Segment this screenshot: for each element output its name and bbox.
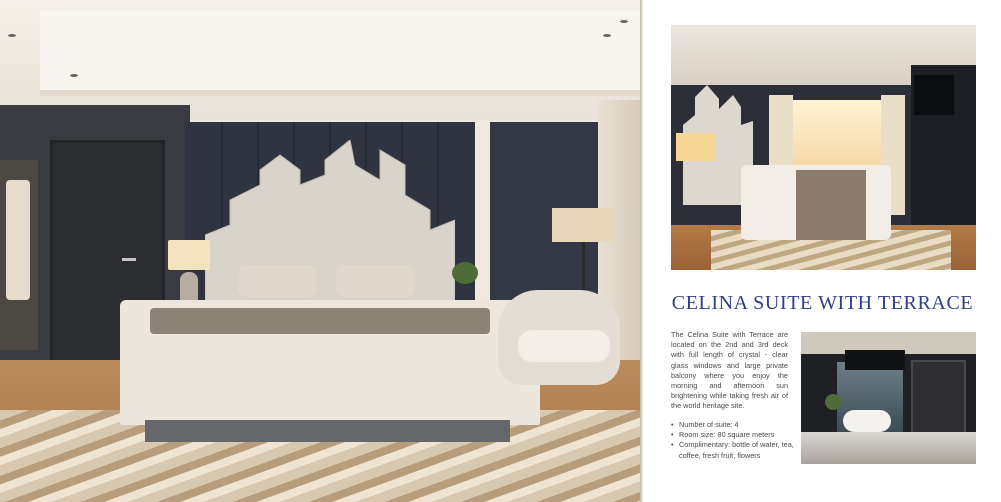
ceiling-light bbox=[8, 34, 16, 37]
glass-partition bbox=[911, 360, 966, 435]
bathroom-photo bbox=[801, 332, 976, 464]
bed-throw bbox=[150, 308, 490, 334]
suite-facts-list bbox=[671, 420, 801, 461]
pillow bbox=[336, 265, 414, 297]
floor-lamp-shade bbox=[552, 208, 614, 242]
pillow bbox=[238, 265, 316, 297]
bathtub bbox=[843, 410, 891, 432]
bed-base bbox=[145, 420, 510, 442]
ceiling-light bbox=[603, 34, 611, 37]
door-handle bbox=[122, 258, 136, 261]
hanging-robe bbox=[6, 180, 30, 300]
wall-tv bbox=[914, 75, 954, 115]
skyline-screen bbox=[845, 350, 905, 370]
fact-complimentary: • Complimentary: bottle of water, tea, coffee, fresh fruit, flowers bbox=[671, 440, 801, 460]
suite-description: The Celina Suite with Terrace are located on the 2nd and 3rd deck with full length of crystal - clear glass windows and large private balcony where you enjoy the morning and afternoon sun brightening while taking fresh air of the world heritage site. bbox=[671, 330, 788, 411]
page-spine bbox=[640, 0, 643, 502]
potted-plant bbox=[825, 394, 841, 410]
table-lamp bbox=[676, 133, 716, 161]
fact-number-of-suites: • Number of suite: 4 bbox=[671, 420, 801, 430]
table-lamp-shade bbox=[168, 240, 210, 270]
bed-throw bbox=[796, 170, 866, 240]
fact-room-size: • Room size: 80 square meters bbox=[671, 430, 801, 440]
marble-floor bbox=[801, 432, 976, 464]
potted-plant bbox=[452, 262, 478, 284]
ceiling-recess bbox=[40, 10, 640, 96]
suite-title: CELINA SUITE WITH TERRACE bbox=[671, 292, 974, 314]
ceiling-light bbox=[620, 20, 628, 23]
suite-interior-photo bbox=[671, 25, 976, 270]
armchair-seat bbox=[518, 330, 610, 362]
ceiling-light bbox=[70, 74, 78, 77]
